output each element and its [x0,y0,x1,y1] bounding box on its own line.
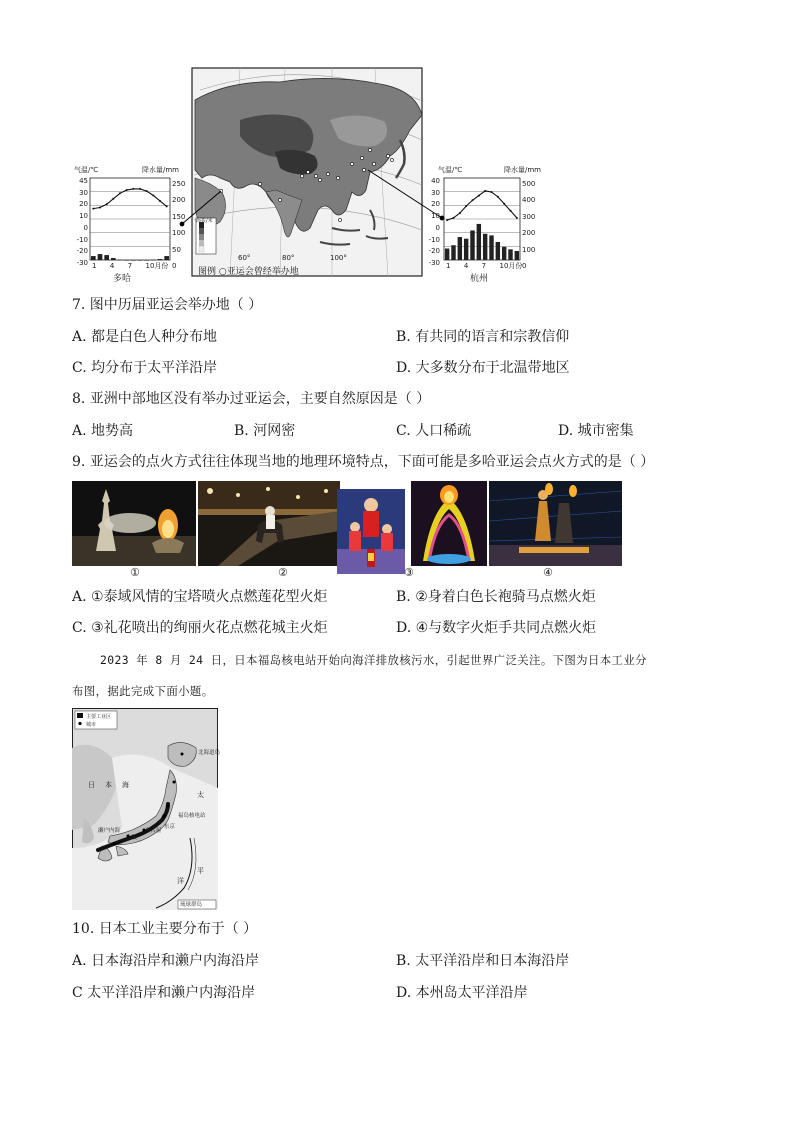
temp-point [516,217,518,219]
temp-point [126,189,128,191]
temp-point [453,217,455,219]
jp-label-fukushima: 福岛核电站 [178,813,206,819]
lon-tick-80: 80° [282,254,295,262]
jp-label-osaka: 大阪 [126,835,138,841]
figure-asia-climate [70,60,550,290]
left-city-label: 多哈 [113,274,132,284]
q10-option-a[interactable]: A. 日本海沿岸和濑户内海沿岸 [72,953,260,969]
temp-point [119,192,121,194]
precip-bar [138,260,143,261]
precip-bar [445,249,449,260]
q8-option-b[interactable]: B. 河网密 [234,423,296,439]
q9-option-c[interactable]: C. ③礼花喷出的绚丽火花点燃花城主火炬 [72,620,328,636]
q10-option-b[interactable]: B. 太平洋沿岸和日本海沿岸 [396,953,570,969]
q10-option-c[interactable]: C 太平洋沿岸和濑户内海沿岸 [72,985,256,1001]
q7-option-b[interactable]: B. 有共同的语言和宗教信仰 [396,329,570,345]
left-precip-axis-label: 降水量/mm [142,166,179,174]
q7-option-c[interactable]: C. 均分布于太平洋沿岸 [72,360,218,376]
left-month-ticks: 1 4 7 10月份 [92,262,169,270]
precip-bar [124,260,129,261]
precip-bar [489,235,493,260]
jp-legend-industry: 主要工业区 [86,714,112,720]
photo-2-horse-rider [198,481,340,566]
temp-point [478,195,480,197]
q8-stem: 8. 亚洲中部地区没有举办过亚运会，主要自然原因是（ ） [72,391,431,407]
precip-bar [508,249,512,260]
hangzhou-climate-chart [444,178,520,260]
jp-label-tokyo: 东京 [164,824,176,830]
precip-bar [91,256,96,260]
precip-bar [496,242,500,260]
precip-bar [464,239,468,260]
photo-3-label: ③ [404,566,414,579]
right-precip-ticks: 500 400 300 200 100 0 [522,180,536,271]
jp-label-hokkaido: 北海道岛 [198,750,221,756]
right-month-ticks: 1 4 7 10月份 [446,262,523,270]
temp-point [459,212,461,214]
lon-tick-60: 60° [238,254,251,262]
precip-bar [470,230,474,260]
intro-line-1: 2023 年 8 月 24 日，日本福岛核电站开始向海洋排放核污水，引起世界广泛关注。下图为日本工业分 [100,653,647,667]
precip-bar [118,260,123,261]
temp-point [491,191,493,193]
lon-tick-100: 100° [330,254,347,262]
q7-option-a[interactable]: A. 都是白色人种分布地 [72,329,218,345]
intro-line-2: 布图，据此完成下面小题。 [72,684,214,698]
temp-point [166,205,168,207]
right-city-label: 杭州 [470,274,489,284]
altitude-legend-title: 海拔/米 [196,218,213,224]
jp-legend-city: 城市 [86,722,97,728]
q9-stem: 9. 亚运会的点火方式往往体现当地的地理环境特点，下面可能是多哈亚运会点火方式的是（ ） [72,454,655,470]
temp-point [465,205,467,207]
photo-2-label: ② [278,566,288,579]
photo-3-children-torch [337,489,405,574]
precip-bar [151,260,156,261]
precip-bar [131,260,136,261]
precip-bar [515,251,519,260]
q8-option-d[interactable]: D. 城市密集 [558,423,634,439]
precip-bar [458,237,462,260]
q9-option-b[interactable]: B. ②身着白色长袍骑马点燃火炬 [396,589,596,605]
left-temp-ticks: 45 30 20 10 0 -10 -20 -30 [76,177,88,267]
temp-point [132,188,134,190]
precip-bar [502,247,506,260]
precip-bar [164,256,169,260]
photo-4b-digital-torchbearer [489,481,622,566]
precip-bar [144,260,149,261]
temp-point [484,190,486,192]
precip-bar [98,254,103,260]
temp-point [152,194,154,196]
jp-label-ryukyu: 琉球群岛 [180,902,203,908]
q10-option-d[interactable]: D. 本州岛太平洋沿岸 [396,985,528,1001]
q8-option-a[interactable]: A. 地势高 [72,423,134,439]
doha-climate-chart [90,178,170,261]
right-precip-axis-label: 降水量/mm [504,166,541,174]
temp-point [99,207,101,209]
right-temp-ticks: 40 30 20 10 0 -10 -20 -30 [428,177,440,267]
right-temp-axis-label: 气温/℃ [438,166,463,174]
jp-label-sea-of-japan: 日本海 [88,781,139,789]
temp-point [446,219,448,221]
temp-line [93,189,166,209]
jp-label-pacific: 太 平 洋 [177,791,204,885]
precip-bar [111,258,116,260]
precip-bar [483,234,487,260]
left-temp-axis-label: 气温/℃ [74,166,99,174]
q8-option-c[interactable]: C. 人口稀疏 [396,423,472,439]
q10-stem: 10. 日本工业主要分布于（ ） [72,921,258,937]
temp-point [503,203,505,205]
q9-option-a[interactable]: A. ①泰域风情的宝塔喷火点燃莲花型火炬 [72,589,328,605]
temp-point [497,196,499,198]
photo-1-pagoda-torch [72,481,196,566]
jp-label-setonaikai: 濑户内海 [98,828,121,834]
temp-point [92,208,94,210]
q7-option-d[interactable]: D. 大多数分布于北温带地区 [396,360,570,376]
jp-label-nagoya: 名古屋 [145,828,162,834]
q7-stem: 7. 图中历届亚运会举办地（ ） [72,297,263,313]
photo-4-label: ④ [543,566,553,579]
temp-point [159,200,161,202]
map-legend-caption: 图例 ○亚运会曾经举办地 [198,267,299,277]
precip-bar [451,245,455,260]
q9-option-d[interactable]: D. ④与数字火炬手共同点燃火炬 [396,620,597,636]
temp-point [139,188,141,190]
precip-bar [477,224,481,260]
temp-point [146,190,148,192]
temp-point [510,210,512,212]
temp-point [106,203,108,205]
photo-4a-arch-cauldron [411,481,487,566]
photo-1-label: ① [130,566,140,579]
temp-point [472,199,474,201]
asia-map [180,68,445,276]
temp-point [112,198,114,200]
precip-bar [104,255,109,260]
left-precip-ticks: 250 200 150 100 50 0 [172,180,186,271]
precip-bar [158,259,163,260]
